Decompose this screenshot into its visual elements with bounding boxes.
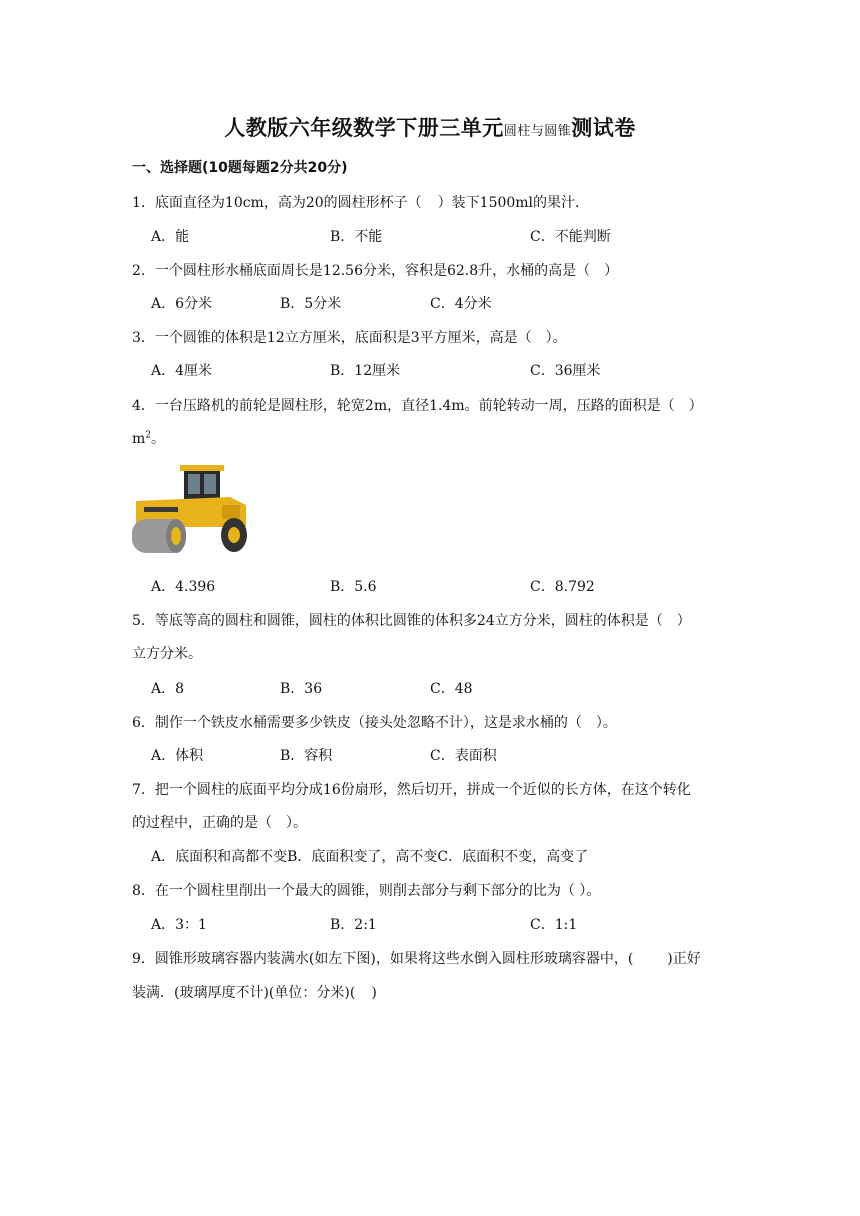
section-heading: 一、选择题(10题每题2分共20分)	[132, 160, 348, 176]
q4-option-c: C．8.792	[530, 579, 595, 595]
question-2: 2．一个圆柱形水桶底面周长是12.56分米，容积是62.8升，水桶的高是（ ）	[132, 263, 619, 279]
title-main-b: 测试卷	[571, 116, 636, 140]
q2-option-c: C．4分米	[430, 296, 492, 312]
q2-option-a: A．6分米	[151, 296, 213, 312]
q4-option-a: A．4.396	[151, 579, 216, 595]
q5-option-b: B．36	[280, 681, 323, 697]
q8-option-a: A．3：1	[151, 917, 207, 933]
q6-option-a: A．体积	[151, 748, 204, 764]
q1-text-a: 1．底面直径为10cm，高为20的圆柱形杯子（	[132, 195, 422, 211]
page-title	[0, 112, 860, 142]
q6-option-b: B．容积	[280, 748, 333, 764]
question-1	[132, 192, 589, 212]
q4-unit: $m^2$。	[132, 430, 166, 447]
question-3: 3．一个圆锥的体积是12立方厘米，底面积是3平方厘米，高是（ ）。	[132, 330, 567, 346]
q8-option-b: B．2:1	[330, 917, 377, 933]
road-roller-image	[130, 461, 252, 556]
q3-option-c: C．36厘米	[530, 363, 601, 379]
q5-option-a: A．8	[151, 681, 185, 697]
q5-option-c: C．48	[430, 681, 473, 697]
q7-options: A．底面积和高都不变B．底面积变了，高不变C．底面积不变，高变了	[151, 849, 589, 865]
q8-option-c: C．1:1	[530, 917, 578, 933]
question-9-cont: 装满．(玻璃厚度不计)(单位：分米)( )	[132, 985, 377, 1001]
question-7: 7．把一个圆柱的底面平均分成16份扇形，然后切开，拼成一个近似的长方体，在这个转化	[132, 782, 691, 798]
title-main-a: 人教版六年级数学下册三单元	[224, 116, 504, 140]
question-4: 4．一台压路机的前轮是圆柱形，轮宽2m，直径1.4m。前轮转动一周，压路的面积是（ ）	[132, 398, 703, 414]
question-8: 8．在一个圆柱里削出一个最大的圆锥，则削去部分与剩下部分的比为（ ）。	[132, 883, 601, 899]
q3-option-b: B．12厘米	[330, 363, 401, 379]
title-sub: 圆柱与圆锥	[503, 124, 572, 139]
q2-option-b: B．5分米	[280, 296, 342, 312]
question-6: 6．制作一个铁皮水桶需要多少铁皮（接头处忽略不计），这是求水桶的（ ）。	[132, 715, 617, 731]
question-5: 5．等底等高的圆柱和圆锥，圆柱的体积比圆锥的体积多24立方分米，圆柱的体积是（ ）	[132, 613, 691, 629]
q1-text-b: ）装下1500ml的果汁．	[437, 195, 590, 211]
question-7-cont: 的过程中，正确的是（ ）。	[132, 815, 307, 831]
q1-option-b: B．不能	[330, 229, 383, 245]
q1-option-a: A．能	[151, 229, 190, 245]
roller-cab-roof	[180, 465, 224, 471]
question-9: 9．圆锥形玻璃容器内装满水(如左下图)，如果将这些水倒入圆柱形玻璃容器中，( )正好	[132, 951, 701, 967]
q3-option-a: A．4厘米	[151, 363, 213, 379]
q1-option-c: C．不能判断	[530, 229, 611, 245]
q4-option-b: B．5.6	[330, 579, 377, 595]
q6-option-c: C．表面积	[430, 748, 497, 764]
question-5-cont: 立方分米。	[132, 646, 202, 662]
